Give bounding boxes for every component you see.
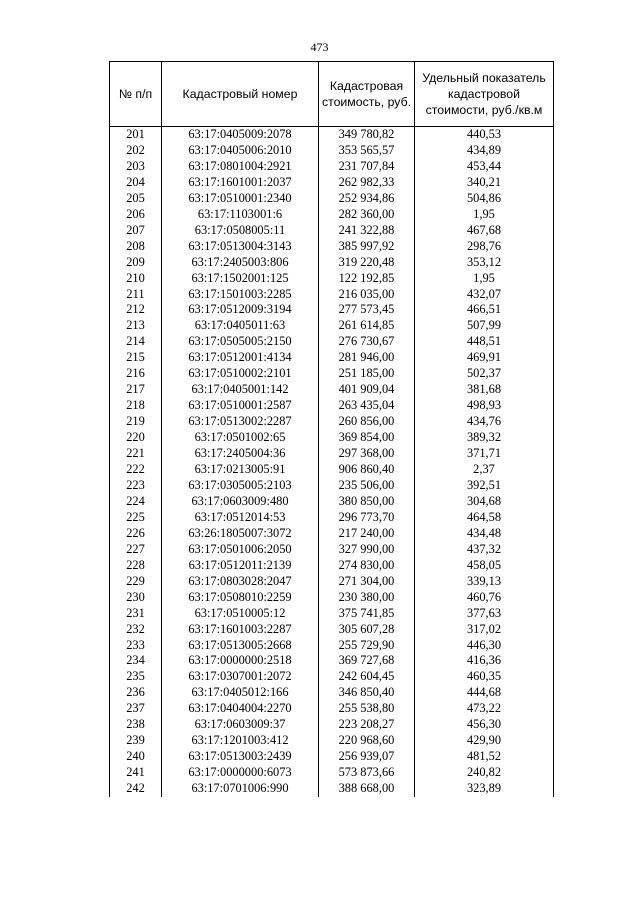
cell-cadastral-number: 63:17:0505005:2150: [162, 334, 319, 350]
cell-specific-value: 437,32: [415, 542, 554, 558]
table-row: [110, 430, 554, 446]
cell-cadastral-value: 235 506,00: [319, 478, 415, 494]
cell-cadastral-value: 261 614,85: [319, 318, 415, 334]
table-row: [110, 590, 554, 606]
cell-specific-value: 464,58: [415, 510, 554, 526]
table-row: [110, 350, 554, 366]
cell-row-number: 237: [110, 701, 162, 717]
cell-cadastral-number: 63:17:0508005:11: [162, 223, 319, 239]
cell-cadastral-value: 319 220,48: [319, 255, 415, 271]
cell-cadastral-number: 63:17:0701006:990: [162, 781, 319, 797]
table-row: [110, 271, 554, 287]
table-row: [110, 239, 554, 255]
cell-specific-value: 353,12: [415, 255, 554, 271]
cell-cadastral-number: 63:17:1103001:6: [162, 207, 319, 223]
cell-specific-value: 446,30: [415, 638, 554, 654]
cell-row-number: 212: [110, 302, 162, 318]
cell-cadastral-number: 63:17:0603009:37: [162, 717, 319, 733]
cell-specific-value: 440,53: [415, 127, 554, 143]
cell-row-number: 227: [110, 542, 162, 558]
cell-specific-value: 456,30: [415, 717, 554, 733]
cell-cadastral-number: 63:17:0000000:6073: [162, 765, 319, 781]
cell-row-number: 242: [110, 781, 162, 797]
table-body: [110, 127, 554, 798]
cadastral-table: [109, 61, 554, 797]
cell-specific-value: 340,21: [415, 175, 554, 191]
table-row: [110, 302, 554, 318]
cell-specific-value: 323,89: [415, 781, 554, 797]
cell-specific-value: 481,52: [415, 749, 554, 765]
cell-row-number: 235: [110, 669, 162, 685]
cell-specific-value: 434,48: [415, 526, 554, 542]
cell-cadastral-value: 375 741,85: [319, 606, 415, 622]
cell-cadastral-number: 63:17:2405003:806: [162, 255, 319, 271]
cell-cadastral-value: 353 565,57: [319, 143, 415, 159]
cell-specific-value: 502,37: [415, 366, 554, 382]
cell-row-number: 209: [110, 255, 162, 271]
table-row: [110, 175, 554, 191]
cell-specific-value: 371,71: [415, 446, 554, 462]
cell-specific-value: 458,05: [415, 558, 554, 574]
cell-specific-value: 453,44: [415, 159, 554, 175]
cell-row-number: 216: [110, 366, 162, 382]
cell-row-number: 208: [110, 239, 162, 255]
table-row: [110, 318, 554, 334]
cell-cadastral-value: 327 990,00: [319, 542, 415, 558]
cell-specific-value: 469,91: [415, 350, 554, 366]
cell-cadastral-number: 63:17:0501002:65: [162, 430, 319, 446]
cell-cadastral-value: 385 997,92: [319, 239, 415, 255]
cell-specific-value: 498,93: [415, 398, 554, 414]
cell-cadastral-value: 573 873,66: [319, 765, 415, 781]
cell-cadastral-number: 63:17:0000000:2518: [162, 653, 319, 669]
cell-cadastral-number: 63:17:0307001:2072: [162, 669, 319, 685]
table-row: [110, 223, 554, 239]
cell-cadastral-number: 63:17:1502001:125: [162, 271, 319, 287]
table-row: [110, 653, 554, 669]
cell-row-number: 230: [110, 590, 162, 606]
cell-cadastral-value: 223 208,27: [319, 717, 415, 733]
cell-cadastral-value: 255 538,80: [319, 701, 415, 717]
cell-row-number: 221: [110, 446, 162, 462]
cell-cadastral-value: 380 850,00: [319, 494, 415, 510]
cell-specific-value: 1,95: [415, 207, 554, 223]
cell-row-number: 231: [110, 606, 162, 622]
cell-cadastral-value: 231 707,84: [319, 159, 415, 175]
cell-cadastral-value: 297 368,00: [319, 446, 415, 462]
cell-cadastral-value: 122 192,85: [319, 271, 415, 287]
cell-cadastral-value: 281 946,00: [319, 350, 415, 366]
cell-cadastral-number: 63:17:0510001:2340: [162, 191, 319, 207]
cell-row-number: 214: [110, 334, 162, 350]
table-row: [110, 398, 554, 414]
cell-cadastral-number: 63:17:1601003:2287: [162, 622, 319, 638]
cell-cadastral-number: 63:17:0405001:142: [162, 382, 319, 398]
table-row: [110, 494, 554, 510]
cell-cadastral-number: 63:17:0405009:2078: [162, 127, 319, 143]
cell-specific-value: 473,22: [415, 701, 554, 717]
cell-specific-value: 504,86: [415, 191, 554, 207]
cell-cadastral-number: 63:17:0512009:3194: [162, 302, 319, 318]
cell-cadastral-value: 369 854,00: [319, 430, 415, 446]
cell-row-number: 210: [110, 271, 162, 287]
cell-cadastral-value: 305 607,28: [319, 622, 415, 638]
cell-cadastral-value: 256 939,07: [319, 749, 415, 765]
table-row: [110, 478, 554, 494]
cell-specific-value: 507,99: [415, 318, 554, 334]
cell-cadastral-value: 220 968,60: [319, 733, 415, 749]
cell-row-number: 225: [110, 510, 162, 526]
cell-specific-value: 429,90: [415, 733, 554, 749]
cell-cadastral-number: 63:17:0501006:2050: [162, 542, 319, 558]
cell-specific-value: 298,76: [415, 239, 554, 255]
cell-cadastral-number: 63:17:0510005:12: [162, 606, 319, 622]
table-header: [110, 62, 554, 127]
cell-specific-value: 460,76: [415, 590, 554, 606]
table-row: [110, 191, 554, 207]
cell-cadastral-value: 217 240,00: [319, 526, 415, 542]
cell-row-number: 201: [110, 127, 162, 143]
cell-row-number: 226: [110, 526, 162, 542]
cell-cadastral-number: 63:17:0513004:3143: [162, 239, 319, 255]
cell-row-number: 238: [110, 717, 162, 733]
cell-cadastral-number: 63:17:0404004:2270: [162, 701, 319, 717]
table-row: [110, 414, 554, 430]
header-specific-value: Удельный показатель кадастровой стоимости, руб./кв.м: [415, 62, 554, 127]
cell-cadastral-number: 63:17:0510001:2587: [162, 398, 319, 414]
cell-cadastral-value: 242 604,45: [319, 669, 415, 685]
cell-cadastral-number: 63:17:0305005:2103: [162, 478, 319, 494]
cell-specific-value: 444,68: [415, 685, 554, 701]
cell-row-number: 207: [110, 223, 162, 239]
cell-row-number: 240: [110, 749, 162, 765]
table-row: [110, 558, 554, 574]
cell-cadastral-number: 63:17:0603009:480: [162, 494, 319, 510]
cell-cadastral-number: 63:17:0405006:2010: [162, 143, 319, 159]
table-row: [110, 685, 554, 701]
cell-row-number: 215: [110, 350, 162, 366]
table-row: [110, 446, 554, 462]
cell-specific-value: 317,02: [415, 622, 554, 638]
cell-specific-value: 432,07: [415, 287, 554, 303]
cell-cadastral-number: 63:17:1201003:412: [162, 733, 319, 749]
cell-row-number: 206: [110, 207, 162, 223]
table-row: [110, 159, 554, 175]
cell-cadastral-number: 63:17:1501003:2285: [162, 287, 319, 303]
cell-row-number: 204: [110, 175, 162, 191]
cell-cadastral-number: 63:17:0513003:2439: [162, 749, 319, 765]
table-row: [110, 606, 554, 622]
cell-specific-value: 339,13: [415, 574, 554, 590]
table-row: [110, 638, 554, 654]
cell-cadastral-number: 63:17:0510002:2101: [162, 366, 319, 382]
table-row: [110, 382, 554, 398]
cell-row-number: 211: [110, 287, 162, 303]
cell-cadastral-number: 63:17:0213005:91: [162, 462, 319, 478]
cell-specific-value: 381,68: [415, 382, 554, 398]
cell-specific-value: 434,76: [415, 414, 554, 430]
cell-specific-value: 389,32: [415, 430, 554, 446]
table-row: [110, 366, 554, 382]
cell-row-number: 217: [110, 382, 162, 398]
cell-row-number: 224: [110, 494, 162, 510]
cell-cadastral-value: 241 322,88: [319, 223, 415, 239]
cell-cadastral-value: 262 982,33: [319, 175, 415, 191]
cell-cadastral-value: 274 830,00: [319, 558, 415, 574]
table-row: [110, 701, 554, 717]
table-row: [110, 542, 554, 558]
cell-row-number: 229: [110, 574, 162, 590]
cell-cadastral-value: 216 035,00: [319, 287, 415, 303]
header-cadastral-number: Кадастровый номер: [162, 62, 319, 127]
table-row: [110, 510, 554, 526]
cell-cadastral-number: 63:17:0512014:53: [162, 510, 319, 526]
cell-specific-value: 1,95: [415, 271, 554, 287]
cell-specific-value: 2,37: [415, 462, 554, 478]
table-row: [110, 127, 554, 143]
cell-cadastral-number: 63:17:0803028:2047: [162, 574, 319, 590]
cell-specific-value: 448,51: [415, 334, 554, 350]
cell-cadastral-number: 63:17:0801004:2921: [162, 159, 319, 175]
table-row: [110, 462, 554, 478]
cell-cadastral-value: 252 934,86: [319, 191, 415, 207]
cell-specific-value: 460,35: [415, 669, 554, 685]
cell-row-number: 220: [110, 430, 162, 446]
page-number: 473: [310, 40, 329, 54]
cell-specific-value: 467,68: [415, 223, 554, 239]
cell-row-number: 233: [110, 638, 162, 654]
cell-cadastral-value: 255 729,90: [319, 638, 415, 654]
cell-row-number: 223: [110, 478, 162, 494]
cell-specific-value: 392,51: [415, 478, 554, 494]
cell-row-number: 218: [110, 398, 162, 414]
cell-cadastral-value: 260 856,00: [319, 414, 415, 430]
cell-cadastral-value: 906 860,40: [319, 462, 415, 478]
cell-cadastral-number: 63:17:0405011:63: [162, 318, 319, 334]
cell-row-number: 234: [110, 653, 162, 669]
cell-cadastral-value: 271 304,00: [319, 574, 415, 590]
table-row: [110, 765, 554, 781]
cell-row-number: 239: [110, 733, 162, 749]
cell-specific-value: 466,51: [415, 302, 554, 318]
cell-specific-value: 434,89: [415, 143, 554, 159]
table-row: [110, 574, 554, 590]
cell-specific-value: 304,68: [415, 494, 554, 510]
table-row: [110, 143, 554, 159]
cell-cadastral-number: 63:17:0512011:2139: [162, 558, 319, 574]
cell-cadastral-number: 63:17:0508010:2259: [162, 590, 319, 606]
cell-cadastral-value: 276 730,67: [319, 334, 415, 350]
cell-cadastral-value: 230 380,00: [319, 590, 415, 606]
cell-cadastral-value: 401 909,04: [319, 382, 415, 398]
cell-cadastral-value: 277 573,45: [319, 302, 415, 318]
cell-cadastral-number: 63:17:0512001:4134: [162, 350, 319, 366]
cell-specific-value: 416,36: [415, 653, 554, 669]
cell-cadastral-number: 63:17:2405004:36: [162, 446, 319, 462]
cell-cadastral-value: 296 773,70: [319, 510, 415, 526]
cell-cadastral-number: 63:17:0513002:2287: [162, 414, 319, 430]
table-row: [110, 622, 554, 638]
table-row: [110, 255, 554, 271]
table-row: [110, 287, 554, 303]
cell-cadastral-value: 369 727,68: [319, 653, 415, 669]
cell-row-number: 219: [110, 414, 162, 430]
cell-specific-value: 377,63: [415, 606, 554, 622]
cell-cadastral-number: 63:17:0405012:166: [162, 685, 319, 701]
cell-row-number: 236: [110, 685, 162, 701]
cell-specific-value: 240,82: [415, 765, 554, 781]
table-row: [110, 334, 554, 350]
cell-cadastral-value: 251 185,00: [319, 366, 415, 382]
table-row: [110, 781, 554, 797]
cell-cadastral-number: 63:26:1805007:3072: [162, 526, 319, 542]
cell-cadastral-value: 263 435,04: [319, 398, 415, 414]
cell-row-number: 202: [110, 143, 162, 159]
cell-row-number: 213: [110, 318, 162, 334]
cell-row-number: 228: [110, 558, 162, 574]
header-row: [110, 62, 554, 127]
cell-row-number: 205: [110, 191, 162, 207]
cell-row-number: 203: [110, 159, 162, 175]
table-row: [110, 733, 554, 749]
table-row: [110, 749, 554, 765]
cell-cadastral-value: 388 668,00: [319, 781, 415, 797]
header-cadastral-value: Кадастровая стоимость, руб.: [319, 62, 415, 127]
table-row: [110, 669, 554, 685]
cell-row-number: 232: [110, 622, 162, 638]
cell-cadastral-number: 63:17:1601001:2037: [162, 175, 319, 191]
cell-cadastral-number: 63:17:0513005:2668: [162, 638, 319, 654]
cell-row-number: 222: [110, 462, 162, 478]
header-row-number: № п/п: [110, 62, 162, 127]
table-row: [110, 717, 554, 733]
cell-cadastral-value: 349 780,82: [319, 127, 415, 143]
cell-cadastral-value: 282 360,00: [319, 207, 415, 223]
table-row: [110, 207, 554, 223]
cell-cadastral-value: 346 850,40: [319, 685, 415, 701]
table-row: [110, 526, 554, 542]
cell-row-number: 241: [110, 765, 162, 781]
